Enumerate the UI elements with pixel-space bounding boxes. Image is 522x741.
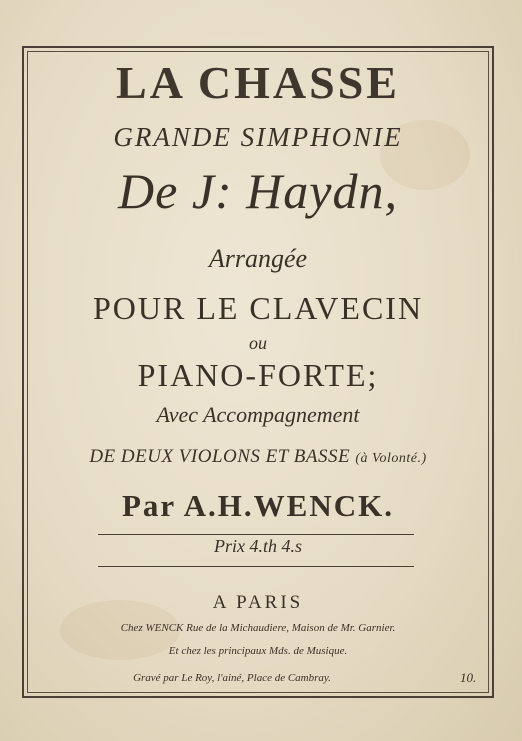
engraver-credit: Gravé par Le Roy, l'ainé, Place de Cambray.	[133, 672, 331, 684]
instrument-piano-forte: PIANO-FORTE;	[137, 357, 379, 393]
price-rule-bottom	[98, 566, 414, 567]
plate-number: 10.	[460, 670, 477, 685]
distributor-note: Et chez les principaux Mds. de Musique.	[168, 645, 348, 657]
subtitle-grande-simphonie: GRANDE SIMPHONIE	[113, 122, 403, 152]
instruments-text: DE DEUX VIOLONS ET BASSE	[89, 446, 351, 467]
conjunction-ou: ou	[249, 333, 267, 353]
price-text: Prix 4.th 4.s	[214, 536, 302, 556]
optional-note: (à Volonté.)	[355, 451, 427, 466]
accompaniment-label: Avec Accompagnement	[156, 402, 360, 427]
title-la-chasse: LA CHASSE	[116, 57, 400, 108]
arranger-credit: Par A.H.WENCK.	[122, 488, 394, 523]
instrument-clavecin: POUR LE CLAVECIN	[92, 290, 424, 326]
accompaniment-instruments	[27, 446, 489, 468]
publisher-address: Chez WENCK Rue de la Michaudiere, Maison de Mr. Garnier.	[120, 622, 396, 634]
price-rule-top	[98, 534, 414, 535]
composer-name: De J: Haydn,	[118, 163, 398, 219]
arranged-label: Arrangée	[208, 244, 308, 273]
city-a-paris: A PARIS	[212, 592, 304, 613]
